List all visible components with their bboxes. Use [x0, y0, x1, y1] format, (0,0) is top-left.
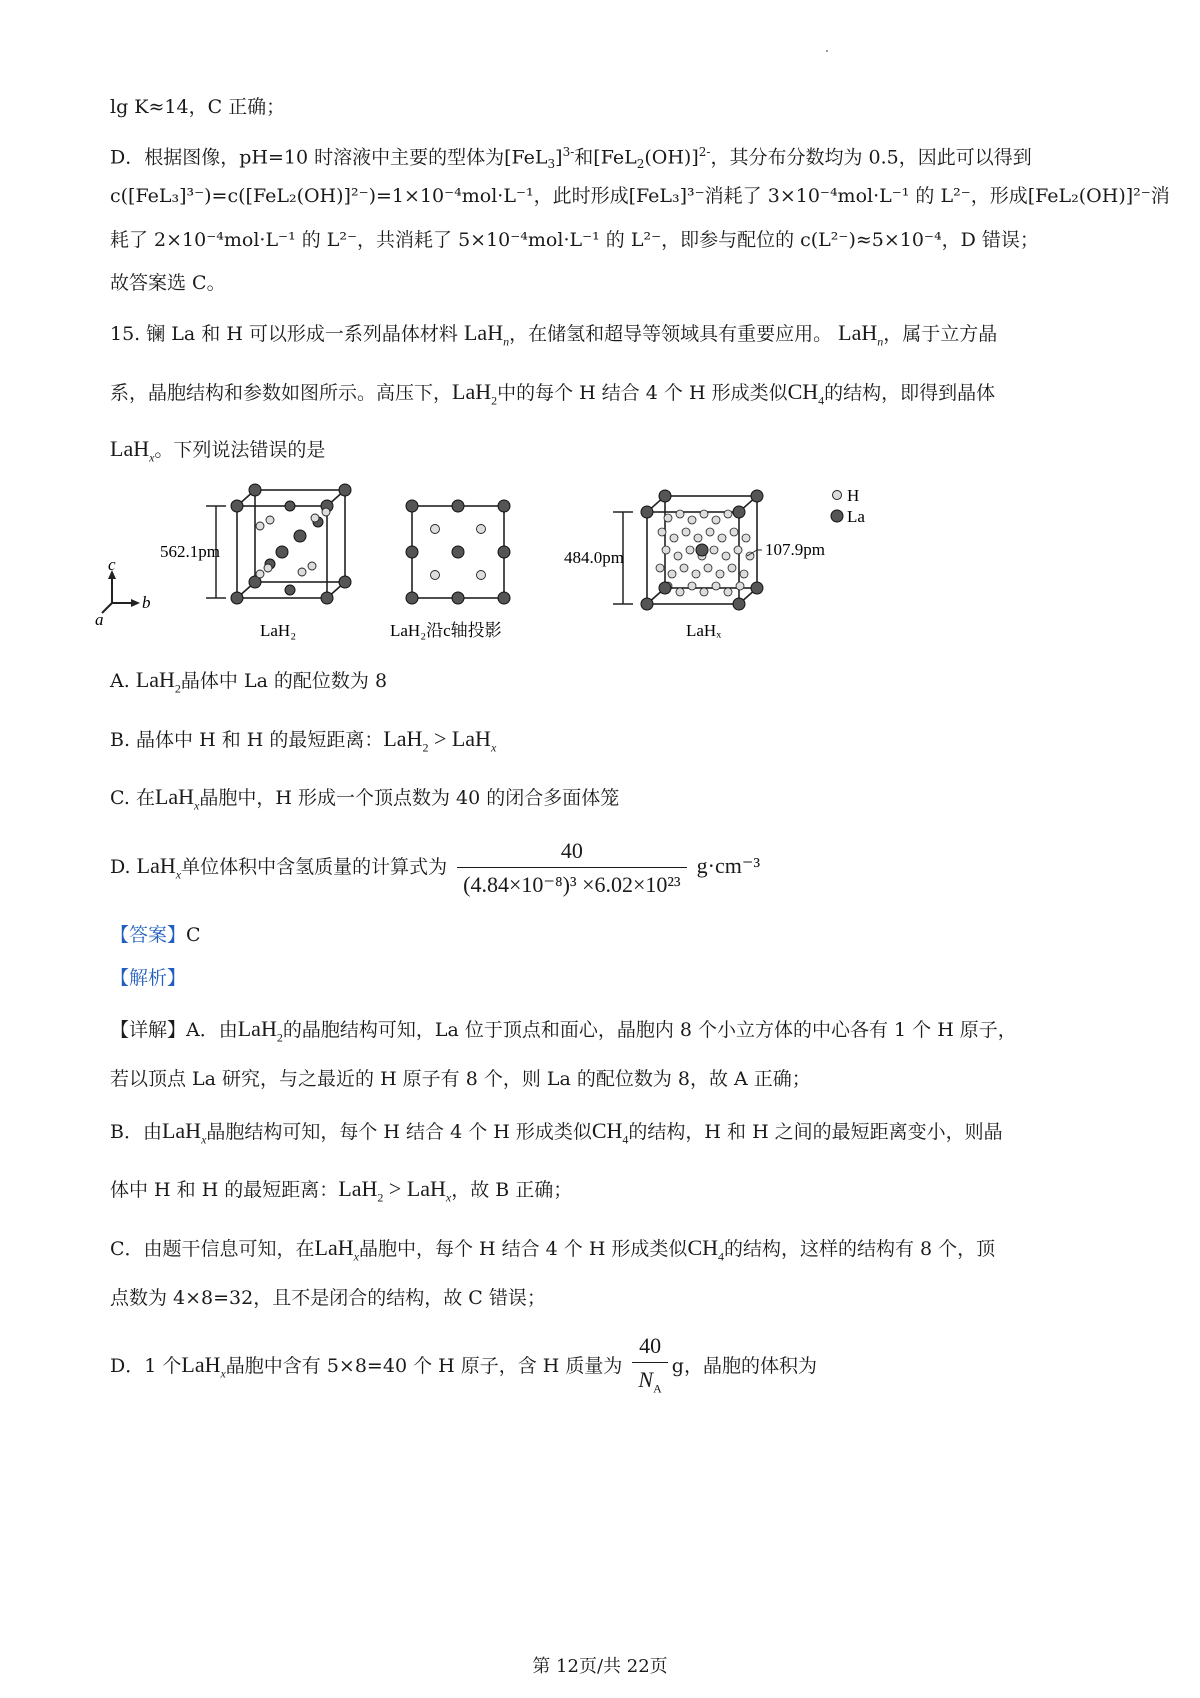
lahx-unit-cell [564, 490, 825, 640]
lahx-dimension-a: 484.0pm [564, 548, 624, 567]
text-line-5: 故答案选 C。 [110, 272, 226, 294]
detail-mass-denominator-sub: A [653, 1381, 662, 1396]
crystal-structure-figure [90, 478, 990, 648]
detail-line-5: C．由题干信息可知，在LaH$_x$晶胞中，每个 H 结合 4 个 H 形成类似$CH_4$的结构，这样的结构有 8 个，顶 [110, 1235, 996, 1264]
lah2-label: LaH₂ [260, 621, 297, 640]
text-line-2: D．根据图像，pH=10 时溶液中主要的型体为$[FeL_3]^{3-}$和$[FeL_2(OH)]^{2-}$，其分布分数均为 0.5，因此可以得到 [110, 145, 1032, 172]
axis-c-label: c [108, 555, 116, 574]
detail-line-1: 【详解】A．由LaH$_2$的晶胞结构可知，La 位于顶点和面心，晶胞内 8 个小立方体的中心各有 1 个 H 原子， [110, 1016, 1017, 1045]
analysis-tag-line [110, 963, 186, 993]
scan-speck [826, 50, 828, 52]
question-15-line-1: 15. 镧 La 和 H 可以形成一系列晶体材料 LaH$_n$，在储氢和超导等领域具有重要应用。 LaH$_n$，属于立方晶 [110, 320, 998, 349]
lah2-unit-cell [160, 484, 351, 640]
page-footer: 第 12页/共 22页 [532, 1656, 668, 1677]
question-15-line-3: LaH$_x$。下列说法错误的是 [110, 436, 326, 465]
text-line-1: lg K≈14，C 正确； [110, 96, 286, 118]
lahx-dimension-b: 107.9pm [765, 540, 825, 559]
option-d-unit: g·cm⁻³ [696, 853, 761, 878]
question-15-line-2: 系，晶胞结构和参数如图所示。高压下，LaH$_2$中的每个 H 结合 4 个 H 形成类似$CH_4$的结构，即得到晶体 [110, 379, 996, 408]
option-d-fraction [457, 838, 686, 898]
answer-tag: 【答案】 [110, 924, 187, 946]
axis-indicator [95, 555, 151, 629]
option-b: B. 晶体中 H 和 H 的最短距离：LaH$_2$ > LaH$_x$ [110, 726, 497, 755]
answer-line: 【答案】C [110, 924, 201, 946]
option-c: C. 在LaH$_x$晶胞中，H 形成一个顶点数为 40 的闭合多面体笼 [110, 784, 620, 813]
analysis-tag: 【解析】 [110, 967, 187, 989]
detail-mass-numerator: 40 [639, 1333, 662, 1358]
figure-legend [831, 486, 865, 526]
option-a: A. LaH$_2$晶体中 La 的配位数为 8 [110, 667, 388, 696]
option-d-denominator: (4.84×10⁻⁸)³ ×6.02×10²³ [463, 872, 681, 897]
option-d: D. LaH$_x$单位体积中含氢质量的计算式为 $\frac{40}{\text{(4.84×10⁻⁸)³ ×6.02×10²³}}$ g·cm⁻³ [110, 838, 761, 897]
projection-label: LaH₂沿c轴投影 [390, 621, 502, 640]
detail-line-3: B．由LaH$_x$晶胞结构可知，每个 H 结合 4 个 H 形成类似$CH_4$的结构，H 和 H 之间的最短距离变小，则晶 [110, 1118, 1003, 1147]
legend-la-label: La [847, 507, 865, 526]
axis-a-label: a [95, 610, 104, 629]
detail-mass-denominator: N [638, 1367, 654, 1392]
detail-line-6: 点数为 4×8=32，且不是闭合的结构，故 C 错误； [110, 1287, 546, 1309]
detail-line-4: 体中 H 和 H 的最短距离：LaH$_2$ > LaH$_x$，故 B 正确； [110, 1176, 573, 1205]
detail-line-2: 若以顶点 La 研究，与之最近的 H 原子有 8 个，则 La 的配位数为 8，故 A 正确； [110, 1068, 811, 1090]
detail-line-7: D．1 个LaH$_x$晶胞中含有 5×8=40 个 H 原子，含 H 质量为 $\frac{40}{N_A}$ g，晶胞的体积为 [110, 1333, 817, 1405]
option-d-numerator: 40 [560, 838, 583, 863]
lah2-projection [390, 500, 510, 640]
lah2-dimension: 562.1pm [160, 542, 220, 561]
detail-mass-fraction [632, 1333, 667, 1401]
lahx-label: LaHₓ [686, 621, 722, 640]
axis-b-label: b [142, 593, 151, 612]
text-line-3: c([FeL₃]³⁻)=c([FeL₂(OH)]²⁻)=1×10⁻⁴mol·L⁻¹，此时形成[FeL₃]³⁻消耗了 3×10⁻⁴mol·L⁻¹ 的 L²⁻，形成[FeL₂(OH)]²⁻消 [110, 185, 1170, 207]
text-line-4: 耗了 2×10⁻⁴mol·L⁻¹ 的 L²⁻，共消耗了 5×10⁻⁴mol·L⁻¹ 的 L²⁻，即参与配位的 c(L²⁻)≈5×10⁻⁴，D 错误； [110, 229, 1039, 251]
legend-h-label: H [847, 486, 860, 505]
